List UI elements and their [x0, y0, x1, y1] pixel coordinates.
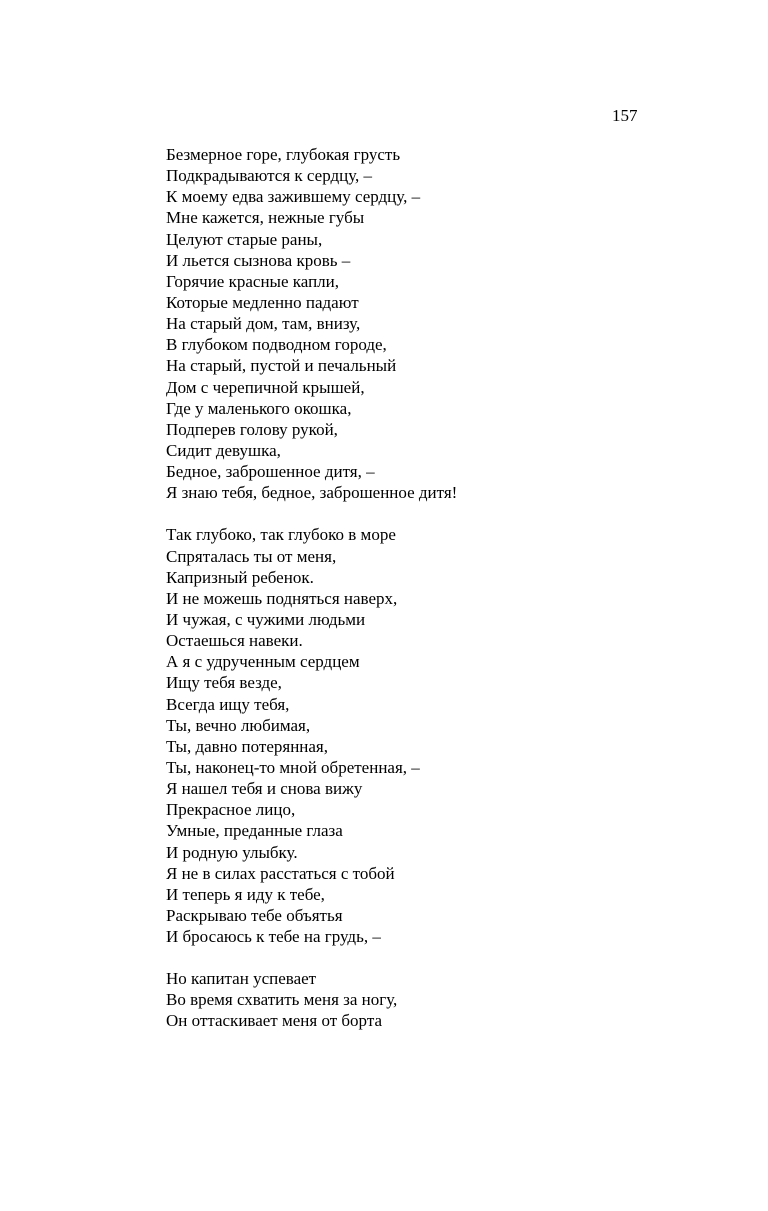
poem-line: Ты, вечно любимая,	[166, 715, 311, 735]
poem-line: И чужая, с чужими людьми	[166, 609, 366, 629]
poem-line: И теперь я иду к тебе,	[166, 884, 325, 904]
poem-line: Ты, давно потерянная,	[166, 736, 329, 756]
poem-line: На старый, пустой и печальный	[166, 356, 397, 376]
poem-line: Дом с черепичной крышей,	[166, 377, 365, 397]
poem-line: Раскрываю тебе объятья	[166, 905, 343, 925]
stanza	[166, 524, 457, 947]
poem-line: Во время схватить меня за ногу,	[166, 990, 398, 1010]
poem-line: И не можешь подняться наверх,	[166, 588, 398, 608]
poem-line: Подкрадываются к сердцу, –	[166, 166, 373, 186]
poem-line: Я нашел тебя и снова вижу	[166, 779, 363, 799]
poem-line: Горячие красные капли,	[166, 271, 340, 291]
poem-line: Бедное, заброшенное дитя, –	[166, 462, 375, 482]
poem-line: И льется сызнова кровь –	[166, 250, 351, 270]
poem-line: В глубоком подводном городе,	[166, 335, 387, 355]
stanza	[166, 968, 457, 1031]
poem-line: А я с удрученным сердцем	[166, 652, 360, 672]
poem-line: И родную улыбку.	[166, 842, 298, 862]
poem-line: И бросаюсь к тебе на грудь, –	[166, 927, 381, 947]
poem-line: Целуют старые раны,	[166, 229, 323, 249]
poem-line: Остаешься навеки.	[166, 631, 303, 651]
poem-line: Прекрасное лицо,	[166, 800, 296, 820]
poem-line: Но капитан успевает	[166, 969, 317, 989]
poem-line: Которые медленно падают	[166, 292, 359, 312]
poem-line: Я не в силах расстаться с тобой	[166, 863, 395, 883]
poem-line: К моему едва зажившему сердцу, –	[166, 187, 421, 207]
poem-line: Так глубоко, так глубоко в море	[166, 525, 396, 545]
stanza	[166, 144, 457, 503]
poem-line: Где у маленького окошка,	[166, 398, 352, 418]
poem-line: Я знаю тебя, бедное, заброшенное дитя!	[166, 483, 458, 503]
poem-line: Подперев голову рукой,	[166, 419, 338, 439]
poem-line: Умные, преданные глаза	[166, 821, 343, 841]
poem-line: Ищу тебя везде,	[166, 673, 282, 693]
poem-body	[166, 144, 457, 1053]
poem-line: Он оттаскивает меня от борта	[166, 1011, 383, 1031]
poem-line: На старый дом, там, внизу,	[166, 314, 361, 334]
poem-line: Всегда ищу тебя,	[166, 694, 290, 714]
poem-line: Спряталась ты от меня,	[166, 546, 337, 566]
poem-line: Капризный ребенок.	[166, 567, 314, 587]
poem-line: Ты, наконец-то мной обретенная, –	[166, 757, 420, 777]
poem-line: Безмерное горе, глубокая грусть	[166, 145, 401, 164]
poem-line: Сидит девушка,	[166, 440, 281, 460]
page-number: 157	[612, 106, 638, 125]
poem-line: Мне кажется, нежные губы	[166, 208, 365, 228]
